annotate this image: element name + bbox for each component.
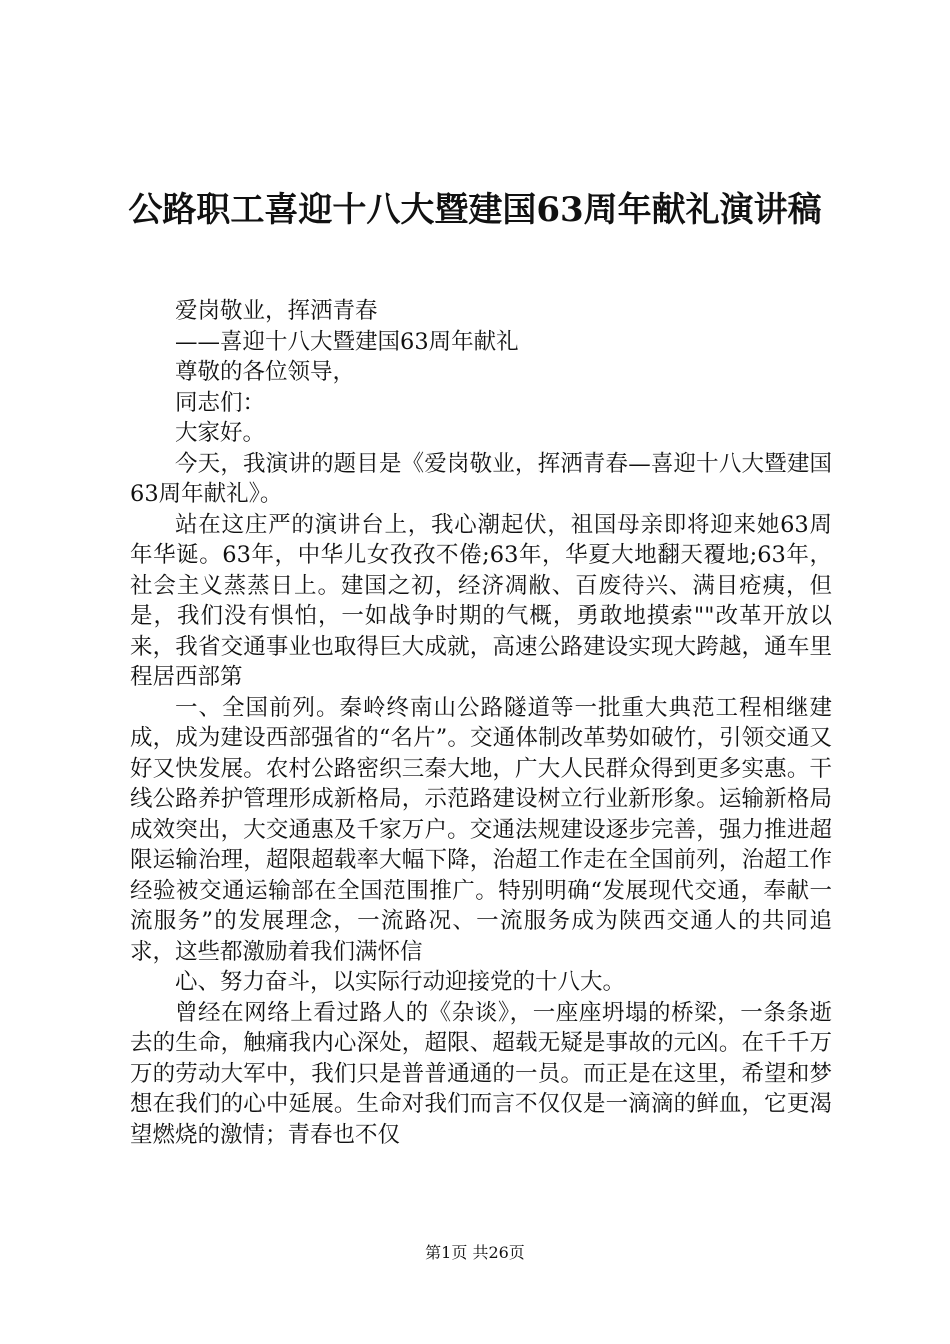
- paragraph-anniversary: 站在这庄严的演讲台上，我心潮起伏，祖国母亲即将迎来她63周年华诞。63年，中华儿女孜孜不倦;63年，华夏大地翻天覆地;63年，社会主义蒸蒸日上。建国之初，经济凋敝、百废待兴、满目疮痍，但是，我们没有惧怕，一如战争时期的气概，勇敢地摸索""改革开放以来，我省交通事业也取得巨大成就，高速公路建设实现大跨越，通车里程居西部第: [130, 511, 832, 690]
- paragraph-topic: 今天，我演讲的题目是《爱岗敬业，挥洒青春—喜迎十八大暨建国63周年献礼》。: [130, 450, 832, 507]
- document-body: [130, 296, 832, 1150]
- paragraph-subtitle: 爱岗敬业，挥洒青春: [175, 298, 378, 324]
- paragraph-salutation: 尊敬的各位领导，: [175, 359, 356, 385]
- paragraph-confidence: 心、努力奋斗，以实际行动迎接党的十八大。: [175, 969, 626, 995]
- paragraph-reflection: 曾经在网络上看过路人的《杂谈》，一座座坍塌的桥梁，一条条逝去的生命，触痛我内心深处，超限、超载无疑是事故的元凶。在千千万万的劳动大军中，我们只是普普通通的一员。而正是在这里，希望和梦想在我们的心中延展。生命对我们而言不仅仅是一滴滴的鲜血，它更渴望燃烧的激情；青春也不仅: [130, 999, 832, 1148]
- paragraph-achievements: 一、全国前列。秦岭终南山公路隧道等一批重大典范工程相继建成，成为建设西部强省的“名片”。交通体制改革势如破竹，引领交通又好又快发展。农村公路密织三秦大地，广大人民群众得到更多实惠。干线公路养护管理形成新格局，示范路建设树立行业新形象。运输新格局成效突出，大交通惠及千家万户。交通法规建设逐步完善，强力推进超限运输治理，超限超载率大幅下降，治超工作走在全国前列，治超工作经验被交通运输部在全国范围推广。特别明确“发展现代交通，奉献一流服务”的发展理念，一流路况、一流服务成为陕西交通人的共同追求，这些都激励着我们满怀信: [130, 694, 832, 965]
- document-title: 公路职工喜迎十八大暨建国63周年献礼演讲稿: [128, 190, 822, 230]
- page-number-footer: 第1页 共26页: [425, 1243, 525, 1262]
- paragraph-salutation-comrades: 同志们：: [175, 389, 266, 416]
- paragraph-greeting: 大家好。: [175, 420, 266, 446]
- paragraph-subtitle-dedication: ——喜迎十八大暨建国63周年献礼: [175, 328, 519, 355]
